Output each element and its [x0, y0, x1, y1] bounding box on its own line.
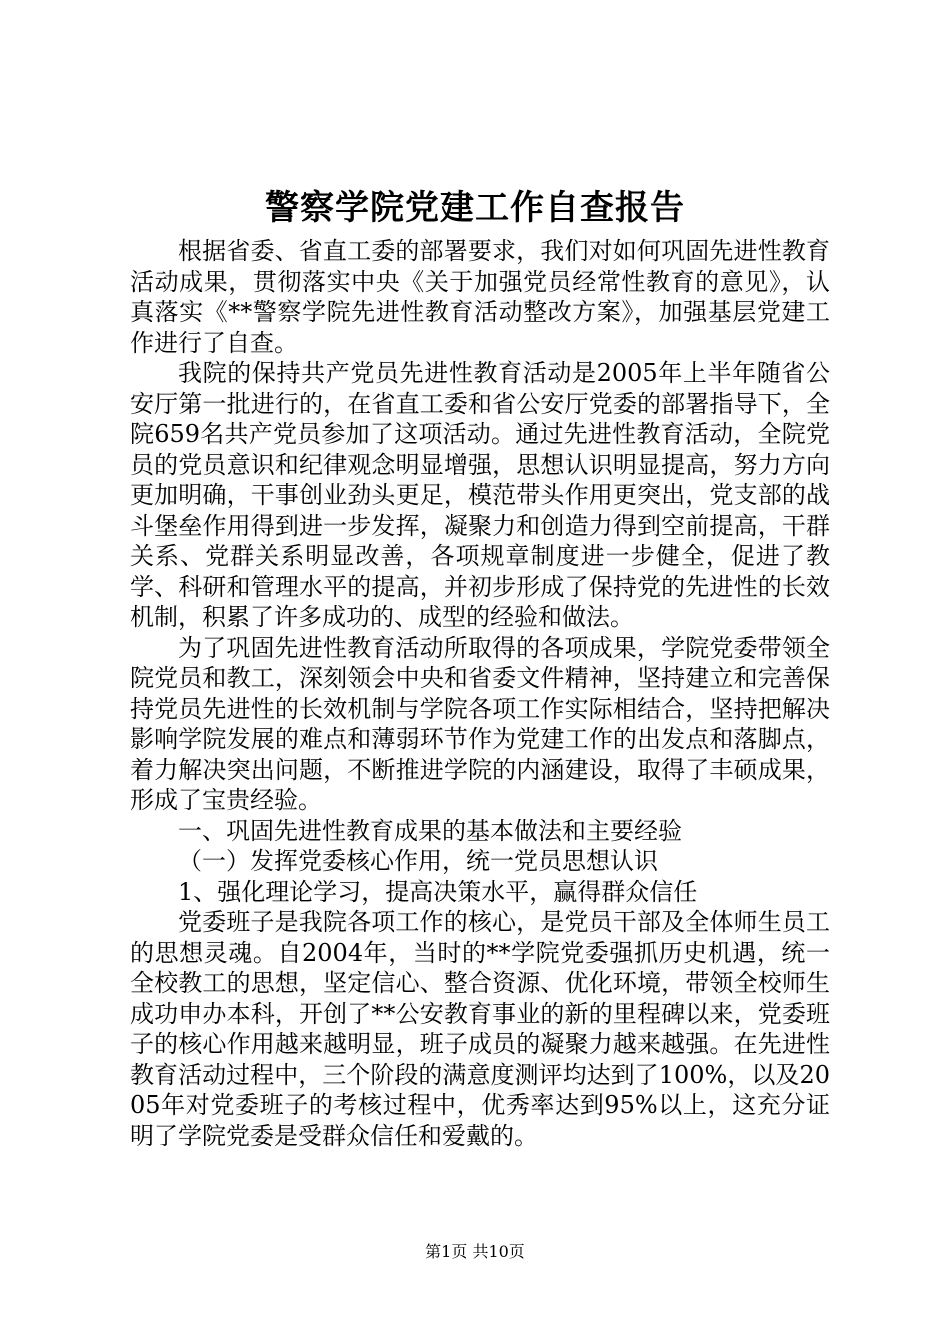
item-heading-1: 1、强化理论学习，提高决策水平，赢得群众信任	[178, 877, 698, 906]
paragraph-activity-summary: 我院的保持共产党员先进性教育活动是2005年上半年随省公安厅第一批进行的，在省直工委和省公安厅党委的部署指导下，全院659名共产党员参加了这项活动。通过先进性教育活动，全院党员的党员意识和纪律观念明显增强，思想认识明显提高，努力方向更加明确，干事创业劲头更足，模范带头作用更突出，党支部的战斗堡垒作用得到进一步发挥，凝聚力和创造力得到空前提高，干群关系、党群关系明显改善，各项规章制度进一步健全，促进了教学、科研和管理水平的提高，并初步形成了保持党的先进性的长效机制，积累了许多成功的、成型的经验和做法。	[130, 359, 830, 631]
paragraph-party-committee: 党委班子是我院各项工作的核心，是党员干部及全体师生员工的思想灵魂。自2004年，当时的**学院党委强抓历史机遇，统一全校教工的思想，坚定信心、整合资源、优化环境，带领全校师生成功申办本科，开创了**公安教育事业的新的里程碑以来，党委班子的核心作用越来越明显，班子成员的凝聚力越来越强。在先进性教育活动过程中，三个阶段的满意度测评均达到了100%，以及2005年对党委班子的考核过程中，优秀率达到95%以上，这充分证明了学院党委是受群众信任和爱戴的。	[130, 908, 830, 1150]
section-heading-1: 一、巩固先进性教育成果的基本做法和主要经验	[178, 816, 682, 845]
paragraph-consolidation: 为了巩固先进性教育活动所取得的各项成果，学院党委带领全院党员和教工，深刻领会中央和省委文件精神，坚持建立和完善保持党员先进性的长效机制与学院各项工作实际相结合，坚持把解决影响学院发展的难点和薄弱环节作为党建工作的出发点和落脚点，着力解决突出问题，不断推进学院的内涵建设，取得了丰硕成果，形成了宝贵经验。	[130, 633, 830, 814]
subsection-heading-1: （一）发挥党委核心作用，统一党员思想认识	[178, 847, 658, 875]
paragraph-intro: 根据省委、省直工委的部署要求，我们对如何巩固先进性教育活动成果，贯彻落实中央《关于加强党员经常性教育的意见》，认真落实《**警察学院先进性教育活动整改方案》，加强基层党建工作进行了自查。	[130, 237, 830, 357]
page-number-footer: 第1页 共10页	[425, 1242, 525, 1261]
document-body	[130, 236, 830, 1151]
document-title: 警察学院党建工作自查报告	[265, 188, 685, 228]
